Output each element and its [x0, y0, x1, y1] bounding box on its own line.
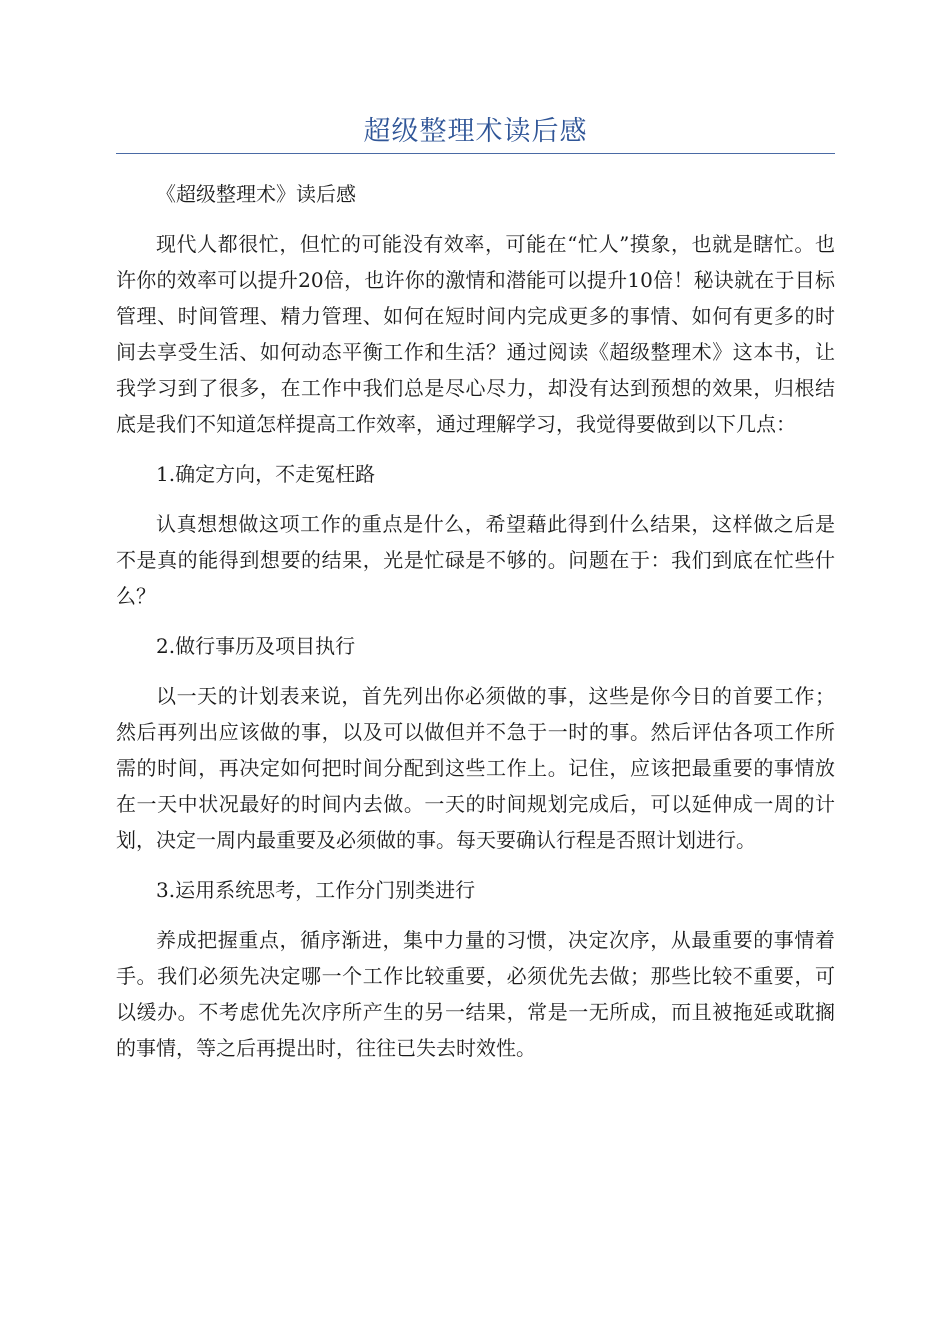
point-3-paragraph: 养成把握重点，循序渐进，集中力量的习惯，决定次序，从最重要的事情着手。我们必须先决定哪一个工作比较重要，必须优先去做；那些比较不重要，可以缓办。不考虑优先次序所产生的另一结果，常是一无所成，而且被拖延或耽搁的事情，等之后再提出时，往往已失去时效性。: [116, 928, 835, 1060]
document-title: 超级整理术读后感: [363, 116, 588, 147]
point-2-paragraph: 以一天的计划表来说，首先列出你必须做的事，这些是你今日的首要工作；然后再列出应该做的事，以及可以做但并不急于一时的事。然后评估各项工作所需的时间，再决定如何把时间分配到这些工作上。记住，应该把最重要的事情放在一天中状况最好的时间内去做。一天的时间规划完成后，可以延伸成一周的计划，决定一周内最重要及必须做的事。每天要确认行程是否照计划进行。: [116, 684, 835, 852]
point-1-paragraph: 认真想想做这项工作的重点是什么，希望藉此得到什么结果，这样做之后是不是真的能得到想要的结果，光是忙碌是不够的。问题在于：我们到底在忙些什么？: [116, 512, 835, 608]
title-underline: [116, 153, 835, 154]
point-2-heading: 2.做行事历及项目执行: [156, 634, 356, 658]
point-3-heading: 3.运用系统思考，工作分门别类进行: [156, 878, 476, 902]
book-title-line: 《超级整理术》读后感: [156, 182, 356, 206]
point-1-heading: 1.确定方向，不走冤枉路: [156, 462, 376, 486]
intro-paragraph: 现代人都很忙，但忙的可能没有效率，可能在“忙人”摸象，也就是瞎忙。也许你的效率可以提升20倍，也许你的激情和潜能可以提升10倍！秘诀就在于目标管理、时间管理、精力管理、如何在短时间内完成更多的事情、如何有更多的时间去享受生活、如何动态平衡工作和生活？通过阅读《超级整理术》这本书，让我学习到了很多，在工作中我们总是尽心尽力，却没有达到预想的效果，归根结底是我们不知道怎样提高工作效率，通过理解学习，我觉得要做到以下几点：: [116, 232, 835, 436]
document-body: [116, 176, 835, 1080]
